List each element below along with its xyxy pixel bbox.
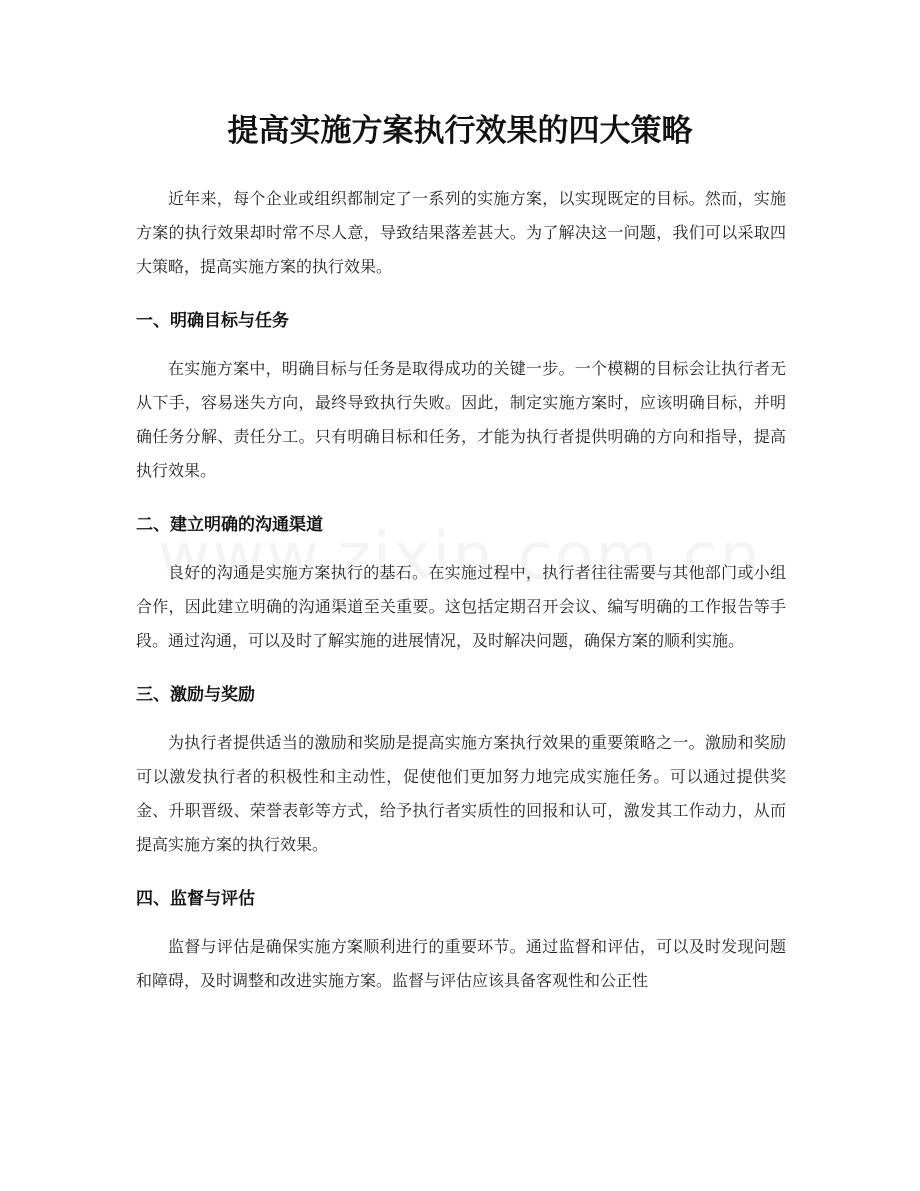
section-paragraph-2: 良好的沟通是实施方案执行的基石。在实施过程中，执行者往往需要与其他部门或小组合作，因此建立明确的沟通渠道至关重要。这包括定期召开会议、编写明确的工作报告等手段。通过沟通，可以及时了解实施的进展情况，及时解决问题，确保方案的顺利实施。 xyxy=(136,563,786,650)
intro-paragraph: 近年来，每个企业或组织都制定了一系列的实施方案，以实现既定的目标。然而，实施方案的执行效果却时常不尽人意，导致结果落差甚大。为了解决这一问题，我们可以采取四大策略，提高实施方案的执行效果。 xyxy=(136,189,786,276)
section-heading-1: 一、明确目标与任务 xyxy=(136,311,289,331)
section-heading-2: 二、建立明确的沟通渠道 xyxy=(136,515,323,535)
section-heading-4: 四、监督与评估 xyxy=(136,889,255,909)
document-title: 提高实施方案执行效果的四大策略 xyxy=(227,113,693,149)
document-body xyxy=(136,182,786,998)
section-paragraph-1: 在实施方案中，明确目标与任务是取得成功的关键一步。一个模糊的目标会让执行者无从下手，容易迷失方向，最终导致执行失败。因此，制定实施方案时，应该明确目标，并明确任务分解、责任分工。只有明确目标和任务，才能为执行者提供明确的方向和指导，提高执行效果。 xyxy=(136,359,786,480)
section-paragraph-4: 监督与评估是确保实施方案顺利进行的重要环节。通过监督和评估，可以及时发现问题和障碍，及时调整和改进实施方案。监督与评估应该具备客观性和公正性 xyxy=(136,937,786,990)
section-heading-3: 三、激励与奖励 xyxy=(136,685,255,705)
section-paragraph-3: 为执行者提供适当的激励和奖励是提高实施方案执行效果的重要策略之一。激励和奖励可以激发执行者的积极性和主动性，促使他们更加努力地完成实施任务。可以通过提供奖金、升职晋级、荣誉表彰等方式，给予执行者实质性的回报和认可，激发其工作动力，从而提高实施方案的执行效果。 xyxy=(136,733,786,854)
